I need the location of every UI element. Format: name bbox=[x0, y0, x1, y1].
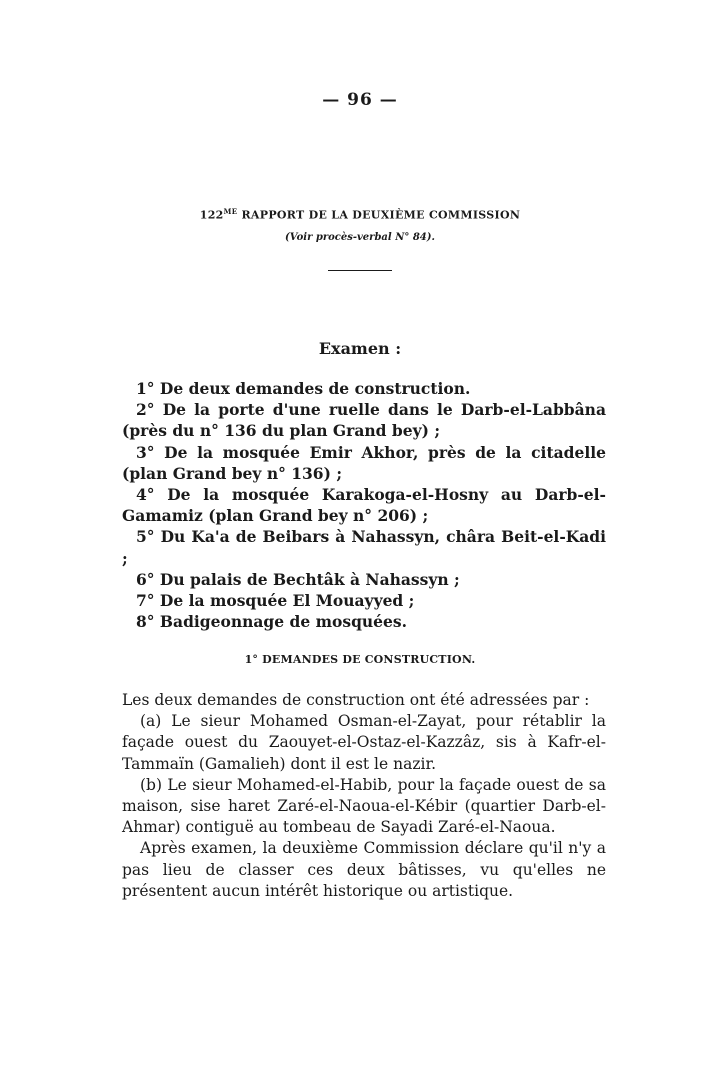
report-title-text: RAPPORT DE LA DEUXIÈME COMMISSION bbox=[241, 208, 521, 222]
examen-heading: Examen : bbox=[318, 339, 402, 358]
paragraph: Les deux demandes de construction ont été adressées par : bbox=[122, 691, 590, 709]
page-number: — 96 — bbox=[322, 90, 398, 110]
divider bbox=[328, 270, 392, 271]
report-number: 122 bbox=[199, 208, 224, 222]
report-reference: (Voir procès-verbal N° 84). bbox=[285, 232, 435, 243]
agenda-item: 4° De la mosquée Karakoga-el-Hosny au Darb-el-Gamamiz (plan Grand bey n° 206) ; bbox=[122, 485, 606, 526]
agenda-item: 3° De la mosquée Emir Akhor, près de la citadelle (plan Grand bey n° 136) ; bbox=[122, 442, 606, 483]
agenda-list bbox=[122, 378, 606, 632]
agenda-item: 6° Du palais de Bechtâk à Nahassyn ; bbox=[136, 569, 460, 589]
report-number-suffix: ME bbox=[223, 207, 238, 216]
agenda-item: 1° De deux demandes de construction. bbox=[136, 379, 471, 398]
paragraph: Après examen, la deuxième Commission déclare qu'il n'y a pas lieu de classer ces deux bâtisses, vu qu'elles ne présentent aucun intérêt historique ou artistique. bbox=[122, 839, 606, 900]
section-body bbox=[122, 690, 606, 902]
agenda-item: 7° De la mosquée El Mouayyed ; bbox=[136, 591, 415, 611]
agenda-item: 5° Du Ka'a de Beibars à Nahassyn, châra Beit-el-Kadi ; bbox=[122, 527, 606, 568]
report-title bbox=[0, 207, 720, 222]
section-heading: 1° DEMANDES DE CONSTRUCTION. bbox=[244, 653, 476, 666]
paragraph: (a) Le sieur Mohamed Osman-el-Zayat, pour rétablir la façade ouest du Zaouyet-el-Ostaz-el-Kazzâz, sis à Kafr-el-Tammaïn (Gamalieh) dont il est le nazir. bbox=[122, 712, 606, 773]
paragraph: (b) Le sieur Mohamed-el-Habib, pour la façade ouest de sa maison, sise haret Zaré-el-Naoua-el-Kébir (quartier Darb-el-Ahmar) contiguë au tombeau de Sayadi Zaré-el-Naoua. bbox=[122, 775, 606, 837]
agenda-item: 2° De la porte d'une ruelle dans le Darb-el-Labbâna (près du n° 136 du plan Grand bey) ; bbox=[122, 400, 606, 441]
agenda-item: 8° Badigeonnage de mosquées. bbox=[136, 612, 408, 632]
